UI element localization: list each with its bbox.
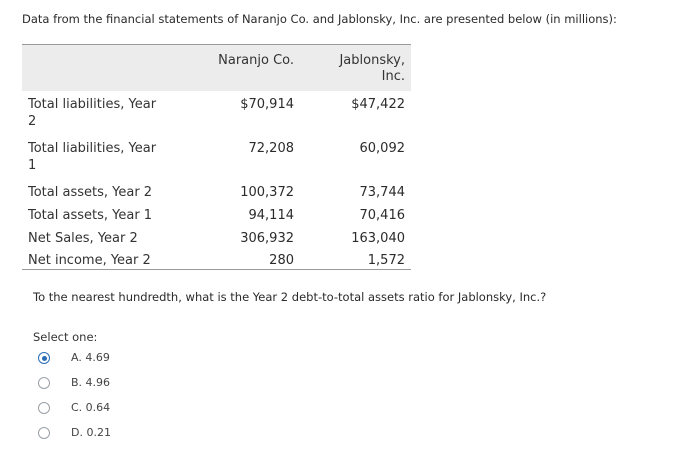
row-label: Total assets, Year 2 (28, 185, 153, 200)
radio-icon[interactable] (38, 427, 50, 439)
option-b[interactable] (38, 376, 238, 392)
jablonsky-value: $47,422 (351, 97, 405, 112)
row-label: Total assets, Year 1 (28, 208, 153, 223)
question-text: To the nearest hundredth, what is the Year 2 debt-to-total assets ratio for Jablonsky, Inc.? (33, 290, 547, 304)
table-body (22, 91, 411, 270)
intro-text: Data from the financial statements of Naranjo Co. and Jablonsky, Inc. are presented below (in millions): (22, 12, 617, 26)
radio-icon[interactable] (38, 402, 50, 414)
option-a[interactable] (38, 351, 238, 367)
financial-table (22, 44, 411, 270)
naranjo-value: 306,932 (240, 231, 294, 246)
row-label: Total liabilities, Year 1 (28, 141, 157, 173)
row-label: Total liabilities, Year 2 (28, 97, 157, 129)
option-label: B. 4.96 (71, 376, 111, 389)
option-label: A. 4.69 (71, 351, 110, 364)
radio-icon[interactable] (38, 352, 50, 364)
jablonsky-value: 70,416 (359, 208, 405, 223)
option-d[interactable] (38, 426, 238, 442)
option-label: D. 0.21 (71, 426, 111, 439)
naranjo-value: 72,208 (248, 141, 294, 156)
radio-icon[interactable] (38, 377, 50, 389)
jablonsky-value: 73,744 (359, 185, 405, 200)
table-header (22, 44, 411, 91)
header-naranjo: Naranjo Co. (218, 53, 294, 68)
jablonsky-value: 60,092 (359, 141, 405, 156)
jablonsky-value: 1,572 (367, 253, 405, 268)
naranjo-value: 280 (269, 253, 294, 268)
jablonsky-value: 163,040 (351, 231, 405, 246)
option-label: C. 0.64 (71, 401, 111, 414)
row-label: Net income, Year 2 (28, 253, 151, 268)
select-one-label: Select one: (33, 330, 98, 344)
naranjo-value: 94,114 (248, 208, 294, 223)
header-jablonsky: Jablonsky, Inc. (339, 53, 405, 84)
row-label: Net Sales, Year 2 (28, 231, 138, 246)
option-c[interactable] (38, 401, 238, 417)
naranjo-value: 100,372 (240, 185, 294, 200)
naranjo-value: $70,914 (240, 97, 294, 112)
